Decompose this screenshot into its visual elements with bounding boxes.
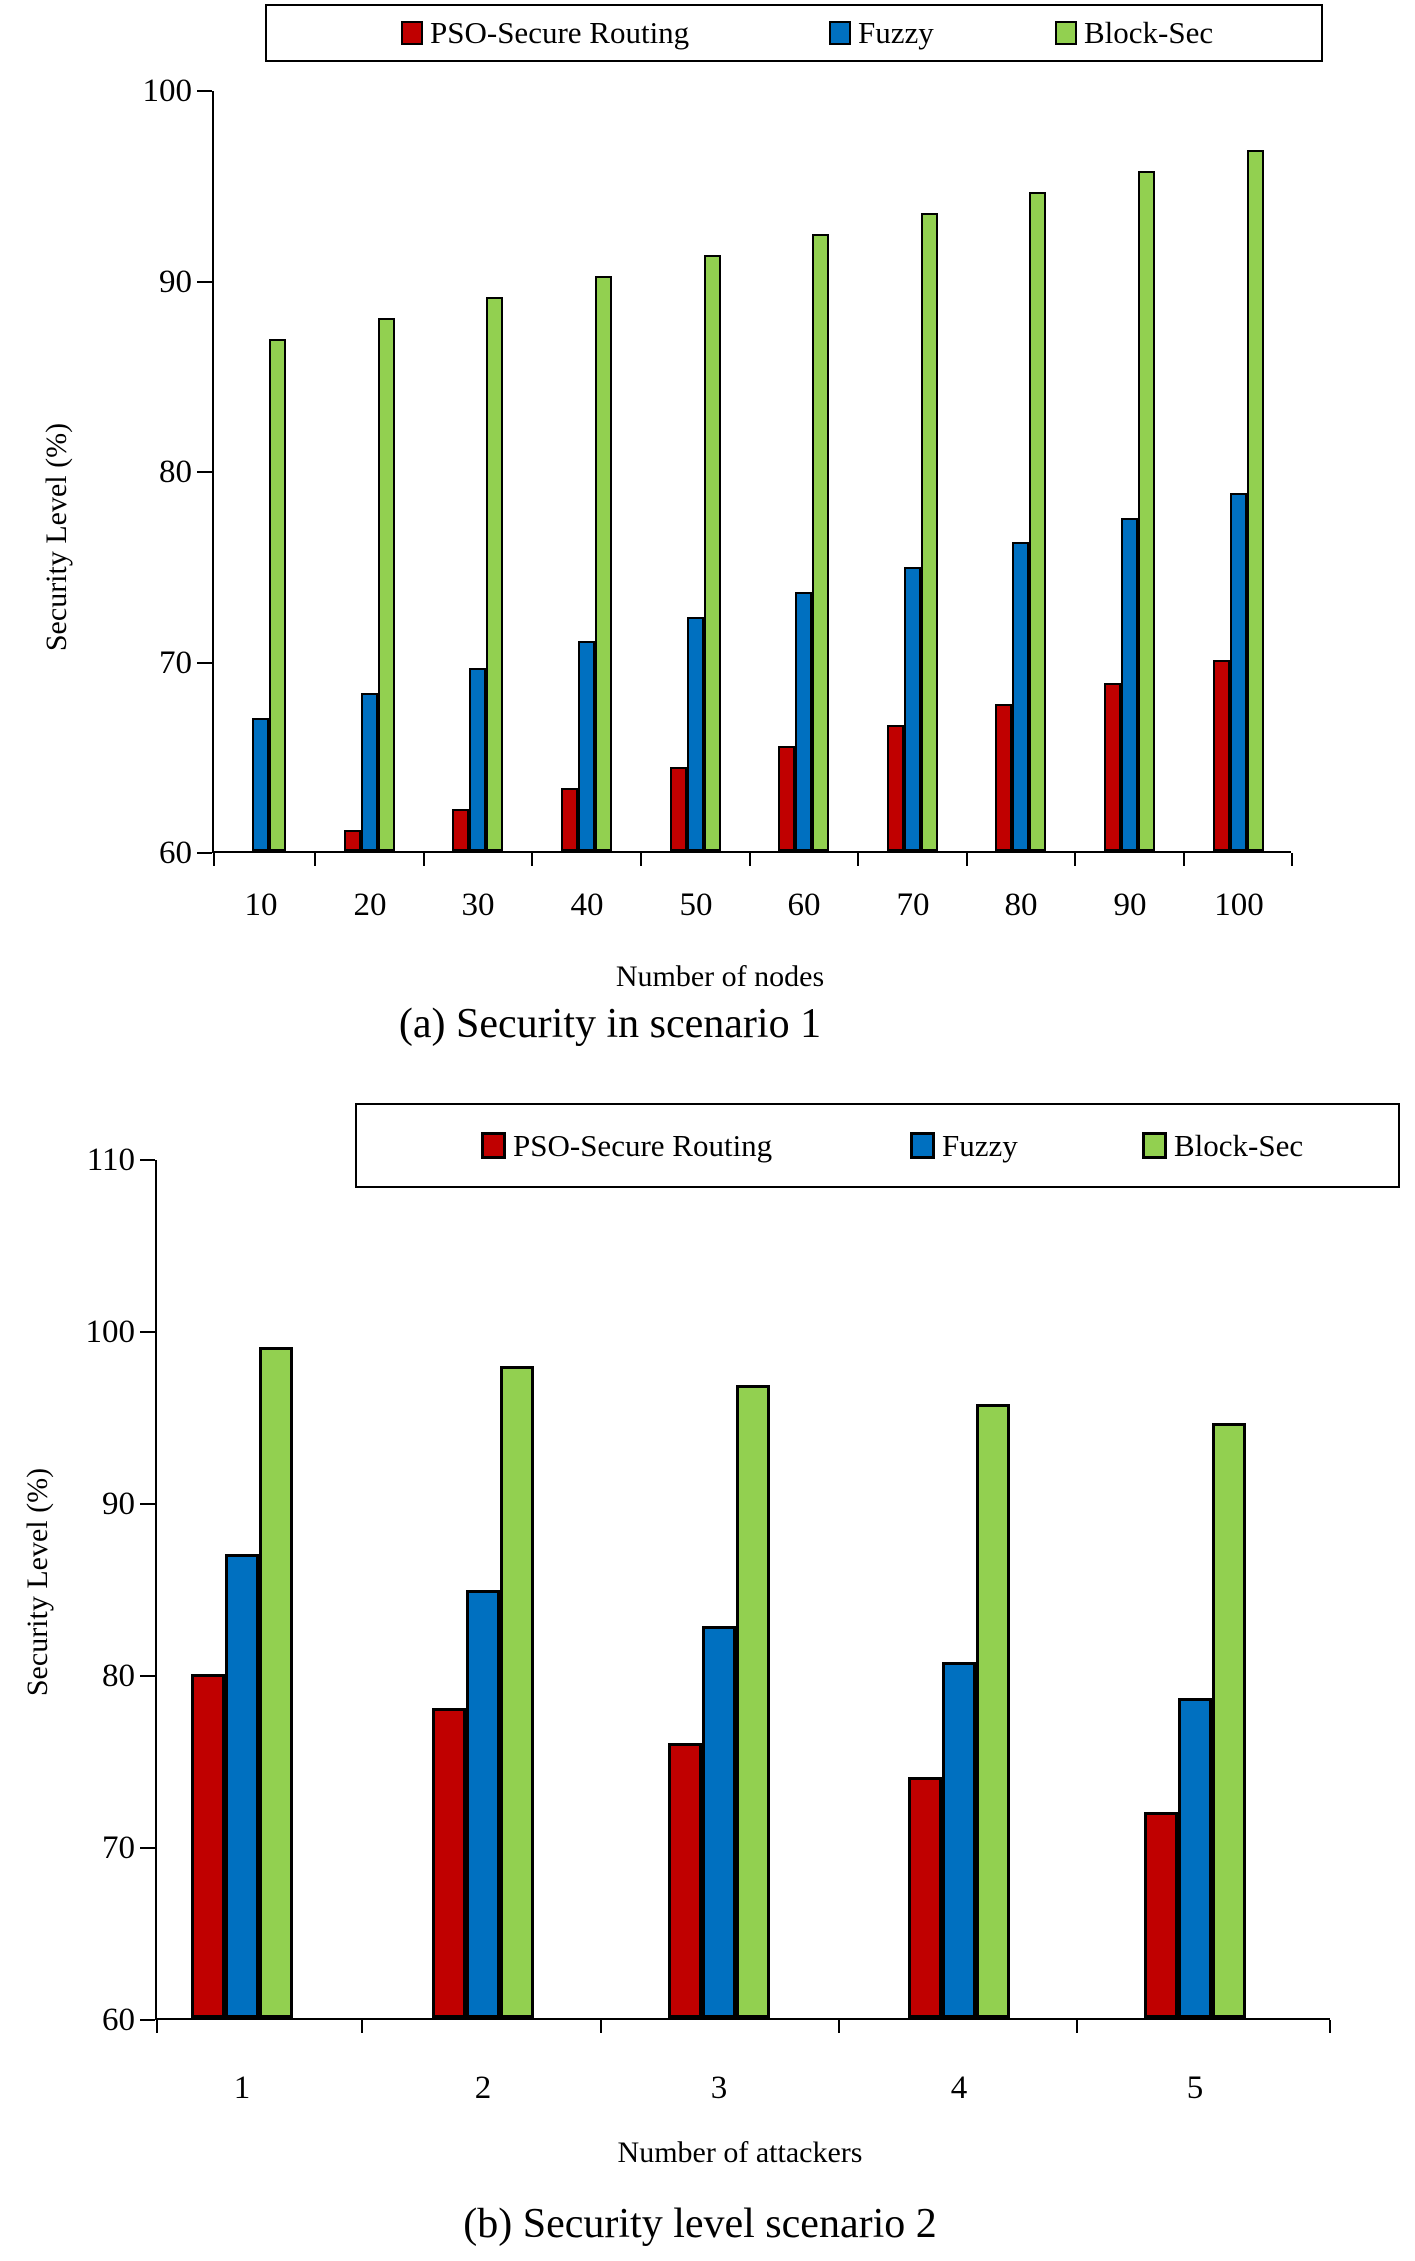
y-tick-label: 70 xyxy=(102,1830,135,1866)
y-tick-label: 80 xyxy=(159,454,192,490)
legend-label-pso: PSO-Secure Routing xyxy=(430,15,690,50)
bar-pso-secure-routing-20 xyxy=(344,830,361,851)
y-axis-tick xyxy=(140,1331,155,1333)
x-tick-label: 40 xyxy=(570,887,604,923)
bar-pso-secure-routing-70 xyxy=(887,725,904,851)
legend-label-fuzzy: Fuzzy xyxy=(858,15,934,50)
y-tick-label: 60 xyxy=(159,835,192,871)
legend-label-pso: PSO-Secure Routing xyxy=(513,1127,773,1163)
x-axis-tick xyxy=(213,853,215,866)
x-axis-tick xyxy=(1076,2020,1078,2033)
bar-fuzzy-40 xyxy=(578,641,595,851)
legend-item-fuzzy xyxy=(829,6,934,60)
bar-fuzzy-20 xyxy=(361,693,378,851)
x-axis-tick xyxy=(361,2020,363,2033)
x-tick-label: 90 xyxy=(1113,887,1147,923)
x-tick-label: 1 xyxy=(233,2070,251,2106)
x-tick-label: 50 xyxy=(679,887,713,923)
bar-fuzzy-100 xyxy=(1230,493,1247,851)
blocksec-series-swatch-icon xyxy=(1055,21,1077,45)
legend-label-fuzzy: Fuzzy xyxy=(942,1127,1018,1163)
y-axis-title-chart-b: Security Level (%) xyxy=(21,1467,54,1697)
bar-fuzzy-10 xyxy=(252,718,269,851)
x-axis-tick xyxy=(838,2020,840,2033)
x-axis-tick xyxy=(1183,853,1185,866)
x-axis-tick xyxy=(640,853,642,866)
bar-fuzzy-4 xyxy=(942,1662,976,2018)
y-tick-label: 110 xyxy=(86,1142,135,1178)
x-tick-label: 60 xyxy=(787,887,821,923)
x-axis-tick xyxy=(156,2020,158,2033)
x-tick-label: 10 xyxy=(244,887,278,923)
bar-block-sec-2 xyxy=(500,1366,534,2018)
bar-pso-secure-routing-50 xyxy=(670,767,687,851)
legend-label-blocksec: Block-Sec xyxy=(1084,15,1214,50)
bar-block-sec-20 xyxy=(378,318,395,851)
y-axis-tick xyxy=(140,1159,155,1161)
legend-item-blocksec xyxy=(1055,6,1213,60)
y-tick-label: 70 xyxy=(159,644,192,681)
y-axis-title-chart-a: Security Level (%) xyxy=(40,422,73,652)
y-axis-tick xyxy=(197,471,212,473)
bar-fuzzy-50 xyxy=(687,617,704,851)
x-axis-tick xyxy=(314,853,316,866)
x-axis-tick xyxy=(749,853,751,866)
bar-pso-secure-routing-3 xyxy=(668,1743,702,2018)
bar-fuzzy-2 xyxy=(466,1590,500,2018)
x-axis-title-chart-b: Number of attackers xyxy=(617,2136,863,2169)
x-tick-label: 100 xyxy=(1214,887,1264,923)
y-tick-label: 90 xyxy=(159,263,192,300)
y-axis-tick xyxy=(197,662,212,664)
y-tick-label: 100 xyxy=(85,1314,135,1350)
bar-pso-secure-routing-1 xyxy=(191,1674,225,2018)
bar-pso-secure-routing-2 xyxy=(432,1708,466,2018)
bar-block-sec-60 xyxy=(812,234,829,851)
bar-block-sec-30 xyxy=(486,297,503,851)
x-axis-tick xyxy=(1329,2020,1331,2033)
y-axis-tick xyxy=(140,1503,155,1505)
x-axis-tick xyxy=(600,2020,602,2033)
y-tick-label: 80 xyxy=(102,1658,135,1694)
bar-fuzzy-60 xyxy=(795,592,812,851)
x-axis-tick xyxy=(966,853,968,866)
y-tick-label: 90 xyxy=(102,1486,135,1522)
y-axis-tick xyxy=(197,90,212,92)
plot-area-chart-a xyxy=(142,73,1291,923)
bar-pso-secure-routing-80 xyxy=(995,704,1012,851)
x-tick-label: 4 xyxy=(950,2070,968,2106)
bar-block-sec-100 xyxy=(1247,150,1264,851)
caption-chart-a: (a) Security in scenario 1 xyxy=(398,1001,822,1047)
bar-fuzzy-3 xyxy=(702,1626,736,2018)
y-tick-label: 60 xyxy=(102,2002,135,2038)
bar-block-sec-10 xyxy=(269,339,286,851)
bar-pso-secure-routing-100 xyxy=(1213,660,1230,851)
caption-chart-b: (b) Security level scenario 2 xyxy=(463,2201,937,2247)
legend-chart-a xyxy=(265,4,1323,62)
legend-item-pso xyxy=(401,6,689,60)
bar-pso-secure-routing-90 xyxy=(1104,683,1121,851)
x-tick-label: 80 xyxy=(1004,887,1038,923)
bar-block-sec-4 xyxy=(976,1404,1010,2018)
bar-pso-secure-routing-5 xyxy=(1144,1812,1178,2018)
y-axis-tick xyxy=(140,1847,155,1849)
bar-block-sec-3 xyxy=(736,1385,770,2018)
x-tick-label: 70 xyxy=(896,887,930,923)
fuzzy-series-swatch-icon xyxy=(829,21,851,45)
x-axis-tick xyxy=(423,853,425,866)
bar-fuzzy-90 xyxy=(1121,518,1138,851)
bar-block-sec-5 xyxy=(1212,1423,1246,2018)
x-axis-tick xyxy=(857,853,859,866)
y-axis-tick xyxy=(140,1675,155,1677)
x-tick-label: 30 xyxy=(461,887,495,923)
y-axis-tick xyxy=(140,2019,155,2021)
x-axis-tick xyxy=(531,853,533,866)
x-tick-label: 3 xyxy=(710,2070,728,2106)
legend-label-blocksec: Block-Sec xyxy=(1174,1127,1304,1163)
blocksec-series-swatch-icon xyxy=(1142,1132,1167,1159)
x-axis-tick xyxy=(1074,853,1076,866)
pso-series-swatch-icon xyxy=(401,21,423,45)
pso-series-swatch-icon xyxy=(481,1132,506,1159)
fuzzy-series-swatch-icon xyxy=(910,1132,935,1159)
bar-pso-secure-routing-30 xyxy=(452,809,469,851)
y-tick-label: 100 xyxy=(142,73,192,109)
x-tick-label: 20 xyxy=(353,887,387,923)
bar-pso-secure-routing-60 xyxy=(778,746,795,851)
x-tick-label: 5 xyxy=(1186,2070,1204,2106)
bar-block-sec-70 xyxy=(921,213,938,851)
x-axis-title-chart-a: Number of nodes xyxy=(615,960,825,993)
bar-fuzzy-1 xyxy=(225,1554,259,2018)
y-axis-tick xyxy=(197,852,212,854)
bar-fuzzy-30 xyxy=(469,668,486,851)
bar-block-sec-50 xyxy=(704,255,721,851)
bar-pso-secure-routing-40 xyxy=(561,788,578,851)
bar-block-sec-90 xyxy=(1138,171,1155,851)
x-axis-tick xyxy=(1291,853,1293,866)
bar-pso-secure-routing-4 xyxy=(908,1777,942,2018)
bar-fuzzy-5 xyxy=(1178,1698,1212,2018)
bar-fuzzy-70 xyxy=(904,567,921,851)
bar-block-sec-40 xyxy=(595,276,612,851)
y-axis-tick xyxy=(197,281,212,283)
bar-block-sec-1 xyxy=(259,1347,293,2018)
x-tick-label: 2 xyxy=(474,2070,492,2106)
bar-block-sec-80 xyxy=(1029,192,1046,851)
bar-fuzzy-80 xyxy=(1012,542,1029,851)
